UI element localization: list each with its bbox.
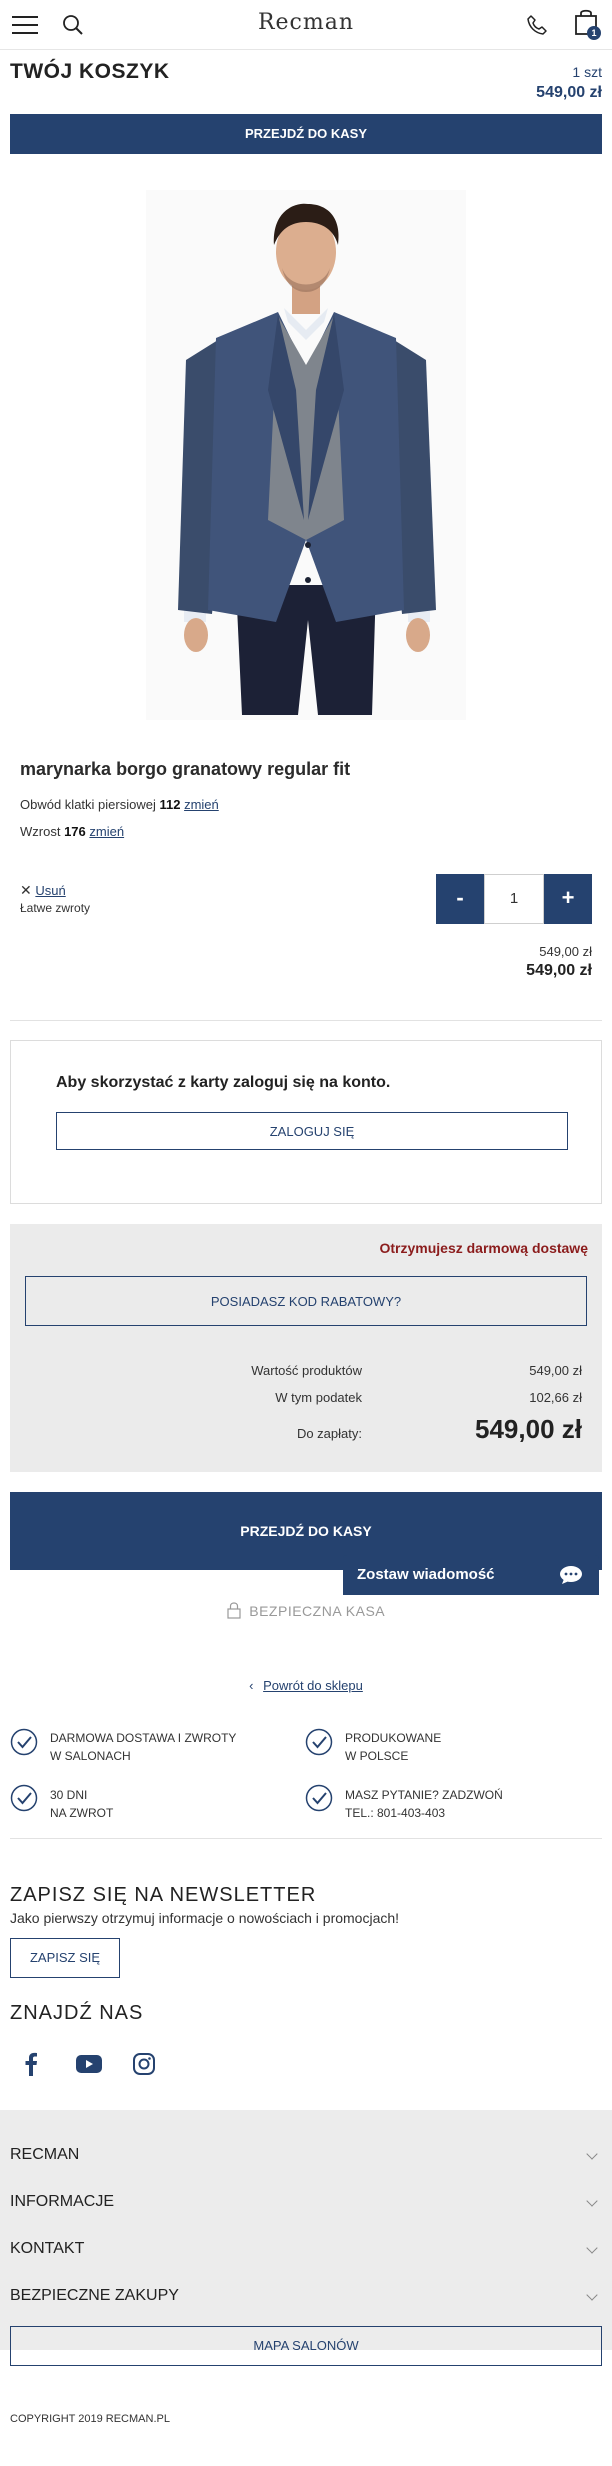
- check-circle-icon: [10, 1728, 38, 1756]
- feature-free-delivery: [50, 1729, 236, 1765]
- close-icon: ✕: [20, 882, 32, 898]
- quantity-value[interactable]: 1: [484, 874, 544, 924]
- footer-section-recman[interactable]: [10, 2146, 602, 2164]
- newsletter-title: ZAPISZ SIĘ NA NEWSLETTER: [10, 1884, 317, 1906]
- products-value-label: Wartość produktów: [251, 1363, 362, 1378]
- find-us-title: ZNAJDŹ NAS: [10, 2002, 144, 2024]
- login-prompt-box: [10, 1040, 602, 1204]
- cart-total-top: 549,00 zł: [536, 84, 602, 101]
- check-circle-icon: [305, 1728, 333, 1756]
- chat-widget[interactable]: [343, 1555, 599, 1595]
- feature-line: DARMOWA DOSTAWA I ZWROTY: [50, 1731, 237, 1745]
- cart-item-count: 1 szt: [572, 64, 602, 80]
- newsletter-subtitle: Jako pierwszy otrzymuj informacje o nowościach i promocjach!: [10, 1910, 400, 1926]
- copyright: COPYRIGHT 2019 RECMAN.PL: [10, 2413, 170, 2425]
- feature-line: NA ZWROT: [50, 1806, 114, 1820]
- chest-attribute: [20, 797, 219, 812]
- facebook-icon[interactable]: [24, 2052, 38, 2076]
- check-circle-icon: [305, 1784, 333, 1812]
- feature-30-days-return: [50, 1786, 113, 1822]
- chevron-down-icon: [586, 2195, 597, 2206]
- feature-line: MASZ PYTANIE? ZADZWOŃ: [345, 1788, 503, 1802]
- lock-icon: [227, 1601, 241, 1619]
- site-logo[interactable]: Recman: [257, 10, 355, 35]
- order-summary-box: [10, 1224, 602, 1472]
- login-message: Aby skorzystać z karty zaloguj się na konto.: [56, 1074, 391, 1091]
- tax-label: W tym podatek: [275, 1390, 362, 1405]
- discount-code-button[interactable]: POSIADASZ KOD RABATOWY?: [25, 1276, 587, 1326]
- checkout-button-bottom[interactable]: PRZEJDŹ DO KASY: [10, 1492, 602, 1570]
- salon-map-button[interactable]: MAPA SALONÓW: [10, 2326, 602, 2366]
- free-delivery-notice: Otrzymujesz darmową dostawę: [379, 1240, 588, 1256]
- unit-price: 549,00 zł: [539, 944, 592, 959]
- footer-section-bezpieczne-zakupy[interactable]: [10, 2287, 602, 2305]
- change-chest-link[interactable]: zmień: [184, 797, 219, 812]
- footer-section-kontakt[interactable]: [10, 2240, 602, 2258]
- phone-icon[interactable]: [526, 14, 548, 36]
- easy-returns-label: Łatwe zwroty: [20, 901, 91, 915]
- footer-section-label: INFORMACJE: [10, 2193, 114, 2210]
- height-attribute: [20, 824, 124, 839]
- chevron-down-icon: [586, 2242, 597, 2253]
- instagram-icon[interactable]: [133, 2053, 155, 2075]
- remove-label: Usuń: [35, 883, 66, 898]
- cart-count-badge: 1: [587, 26, 601, 40]
- chevron-down-icon: [586, 2289, 597, 2300]
- footer-section-label: BEZPIECZNE ZAKUPY: [10, 2287, 179, 2304]
- chest-value: 112: [159, 797, 181, 812]
- chevron-left-icon: ‹: [249, 1678, 254, 1693]
- footer-section-label: KONTAKT: [10, 2240, 85, 2257]
- feature-line: W POLSCE: [345, 1749, 409, 1763]
- feature-line: W SALONACH: [50, 1749, 131, 1763]
- footer-accordion: [0, 2110, 612, 2350]
- site-header: [0, 0, 612, 50]
- line-total: 549,00 zł: [526, 962, 592, 979]
- decrease-quantity-button[interactable]: -: [436, 874, 484, 924]
- height-label: Wzrost: [20, 824, 61, 839]
- back-to-shop-label: Powrót do sklepu: [263, 1678, 363, 1693]
- footer-section-label: RECMAN: [10, 2146, 80, 2163]
- tax-value: 102,66 zł: [529, 1390, 582, 1405]
- feature-line: 30 DNI: [50, 1788, 88, 1802]
- chat-label: Zostaw wiadomość: [357, 1566, 495, 1583]
- secure-checkout-label: BEZPIECZNA KASA: [249, 1603, 386, 1619]
- divider: [10, 1838, 602, 1839]
- youtube-icon[interactable]: [76, 2055, 102, 2073]
- change-height-link[interactable]: zmień: [89, 824, 125, 839]
- chat-bubble-icon: [559, 1565, 583, 1585]
- increase-quantity-button[interactable]: +: [544, 874, 592, 924]
- page-title: TWÓJ KOSZYK: [10, 60, 170, 83]
- feature-line: PRODUKOWANE: [345, 1731, 442, 1745]
- secure-checkout: [0, 1601, 612, 1619]
- newsletter-signup-button[interactable]: ZAPISZ SIĘ: [10, 1938, 120, 1978]
- chevron-down-icon: [586, 2148, 597, 2159]
- check-circle-icon: [10, 1784, 38, 1812]
- product-image[interactable]: [146, 190, 466, 720]
- remove-item-button[interactable]: [20, 882, 66, 899]
- products-value: 549,00 zł: [529, 1363, 582, 1378]
- product-name[interactable]: marynarka borgo granatowy regular fit: [20, 759, 351, 779]
- divider: [10, 1020, 602, 1021]
- chest-label: Obwód klatki piersiowej: [20, 797, 156, 812]
- checkout-button-top[interactable]: PRZEJDŹ DO KASY: [10, 114, 602, 154]
- quantity-stepper: [436, 874, 592, 924]
- feature-made-in-poland: [345, 1729, 441, 1765]
- footer-section-informacje[interactable]: [10, 2193, 602, 2211]
- login-button[interactable]: ZALOGUJ SIĘ: [56, 1112, 568, 1150]
- to-pay-value: 549,00 zł: [475, 1414, 582, 1444]
- back-to-shop-link[interactable]: [0, 1678, 612, 1693]
- feature-call-us[interactable]: [345, 1786, 503, 1822]
- to-pay-label: Do zapłaty:: [296, 1426, 362, 1441]
- height-value: 176: [64, 824, 86, 839]
- feature-line: TEL.: 801-403-403: [345, 1806, 446, 1820]
